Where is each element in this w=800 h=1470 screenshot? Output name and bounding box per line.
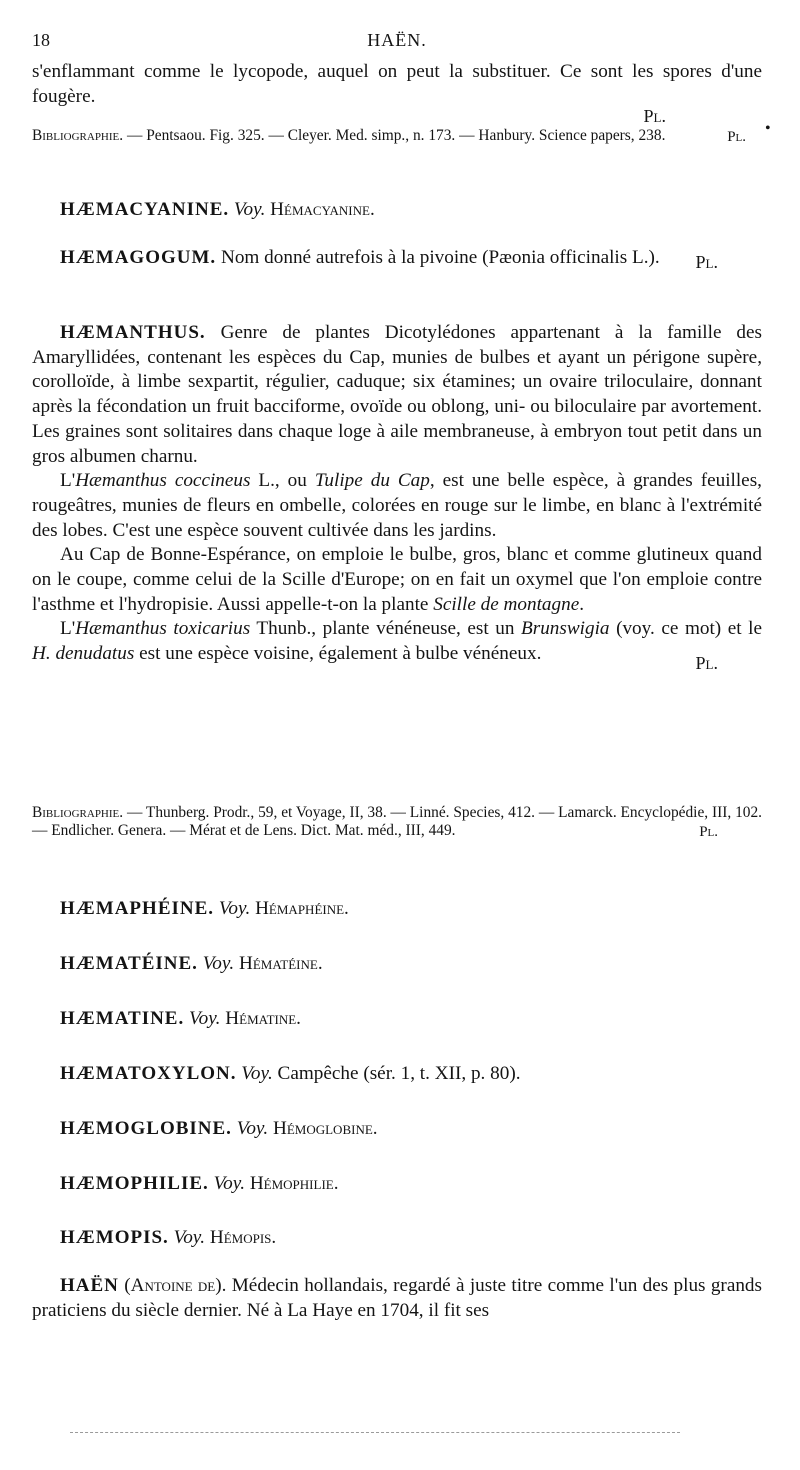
entry-haemateine bbox=[60, 952, 762, 976]
voy-label: Voy. bbox=[173, 1227, 206, 1248]
bibliography-2 bbox=[32, 804, 762, 840]
entry-head: HÆMACYANINE. bbox=[60, 199, 230, 220]
entry-head: HÆMAPHÉINE. bbox=[60, 898, 215, 919]
entry-haemagogum bbox=[32, 246, 762, 272]
voy-label: Voy. bbox=[189, 1008, 221, 1029]
entry-haemapheine bbox=[60, 897, 762, 921]
entry-ref: Hémaphéine. bbox=[255, 898, 349, 919]
page-number: 18 bbox=[32, 30, 50, 50]
entry-haemopis bbox=[60, 1226, 762, 1250]
entry-head: HÆMATINE. bbox=[60, 1008, 185, 1029]
entry-ref: Hémoglobine. bbox=[272, 1118, 378, 1139]
intro-signature: Pl. bbox=[643, 106, 666, 127]
entry-haemanthus bbox=[32, 321, 762, 673]
entry-text: . Médecin hollandais, regardé à juste titre comme l'un des plus grands praticiens du siècle dernier. Né à La Haye en 1704, il fit ses bbox=[32, 1275, 762, 1321]
entry-person-name: Antoine de bbox=[130, 1275, 216, 1296]
haemanthus-p4: L'Hæmanthus toxicarius Thunb., plante vénéneuse, est un Brunswigia (voy. ce mot) et le H. denudatus est une espèce voisine, également à bulbe vénéneux. bbox=[32, 618, 762, 665]
bibliography-1-signature: Pl. bbox=[727, 128, 746, 145]
entry-head: HÆMATÉINE. bbox=[60, 953, 198, 974]
haemanthus-p1: HÆMANTHUS. Genre de plantes Dicotylédones appartenant à la famille des Amaryllidées, contenant les espèces du Cap, munies de bulbes et ayant un périgone supère, corolloïde, à limbe sexpartit, régulier, caduque; six étamines; un ovaire triloculaire, donnant après la fécondation un fruit bacciforme, ovoïde ou oblong, uni- ou biloculaire par avortement. Les graines sont solitaires dans chaque loge à aile membraneuse, à embryon tout petit dans un gros albumen charnu. bbox=[32, 322, 762, 467]
entry-ref: Campêche (sér. 1, t. XII, p. 80). bbox=[277, 1063, 521, 1084]
entry-text: Nom donné autrefois à la pivoine (Pæonia officinalis L.). bbox=[216, 247, 660, 268]
bibliography-text: — Pentsaou. Fig. 325. — Cleyer. Med. simp., n. 173. — Hanbury. Science papers, 238. bbox=[123, 127, 666, 144]
voy-label: Voy. bbox=[236, 1118, 269, 1139]
intro-block bbox=[32, 60, 762, 127]
bibliography-label: Bibliographie. bbox=[32, 804, 124, 821]
entry-haemacyanine bbox=[60, 198, 762, 222]
entry-haemophilie bbox=[60, 1172, 762, 1196]
voy-label: Voy. bbox=[202, 953, 235, 974]
entry-ref: Hématéine. bbox=[238, 953, 323, 974]
haemagogum-signature: Pl. bbox=[695, 251, 718, 272]
entry-haematoxylon bbox=[60, 1062, 762, 1086]
entry-haematine bbox=[60, 1007, 762, 1031]
entry-head: HÆMANTHUS. bbox=[60, 322, 206, 343]
entry-head: HÆMOPHILIE. bbox=[60, 1173, 209, 1194]
page-header bbox=[32, 30, 762, 56]
haemanthus-signature: Pl. bbox=[695, 652, 718, 673]
bibliography-2-signature: Pl. bbox=[699, 823, 718, 840]
entry-haemoglobine bbox=[60, 1117, 762, 1141]
bibliography-label: Bibliographie. bbox=[32, 127, 124, 144]
bibliography-text: — Thunberg. Prodr., 59, et Voyage, II, 38. — Linné. Species, 412. — Lamarck. Encyclopédie, III, 102. — Endlicher. Genera. — Mérat et de Lens. Dict. Mat. méd., III, 449. bbox=[32, 804, 762, 839]
entry-head: HÆMOGLOBINE. bbox=[60, 1118, 232, 1139]
margin-dot: • bbox=[765, 120, 771, 137]
voy-label: Voy. bbox=[241, 1063, 273, 1084]
haemanthus-p3: Au Cap de Bonne-Espérance, on emploie le bulbe, gros, blanc et comme glutineux quand on le coupe, comme celui de la Scille d'Europe; on en fait un oxymel que l'on emploie contre l'asthme et l'hydropisie. Aussi appelle-t-on la plante Scille de montagne. bbox=[32, 544, 762, 615]
bibliography-1 bbox=[32, 127, 762, 145]
intro-paragraph: s'enflammant comme le lycopode, auquel on peut la substituer. Ce sont les spores d'une fougère. bbox=[32, 61, 762, 107]
haemanthus-p2: L'Hæmanthus coccineus L., ou Tulipe du Cap, est une belle espèce, à grandes feuilles, rougeâtres, munies de fleurs en ombelle, colorées en rouge sur le limbe, en blanc à l'extrémité des lobes. C'est une espèce souvent cultivée dans les jardins. bbox=[32, 470, 762, 541]
entry-ref: Hématine. bbox=[225, 1008, 301, 1029]
voy-label: Voy. bbox=[233, 199, 266, 220]
entry-head: HÆMOPIS. bbox=[60, 1227, 169, 1248]
entry-head: HAËN bbox=[60, 1275, 119, 1296]
entry-ref: Hémophilie. bbox=[249, 1173, 339, 1194]
entry-head: HÆMAGOGUM. bbox=[60, 247, 217, 268]
voy-label: Voy. bbox=[213, 1173, 246, 1194]
voy-label: Voy. bbox=[218, 898, 251, 919]
running-head: HAËN. bbox=[367, 30, 427, 50]
entry-head: HÆMATOXYLON. bbox=[60, 1063, 237, 1084]
entry-haen: HAËN (Antoine de). Médecin hollandais, regardé à juste titre comme l'un des plus grands praticiens du siècle dernier. Né à La Haye en 1704, il fit ses bbox=[32, 1275, 762, 1321]
entry-ref: Hémopis. bbox=[209, 1227, 277, 1248]
entry-ref: Hémacyanine. bbox=[270, 199, 375, 220]
bottom-rule bbox=[70, 1432, 680, 1433]
